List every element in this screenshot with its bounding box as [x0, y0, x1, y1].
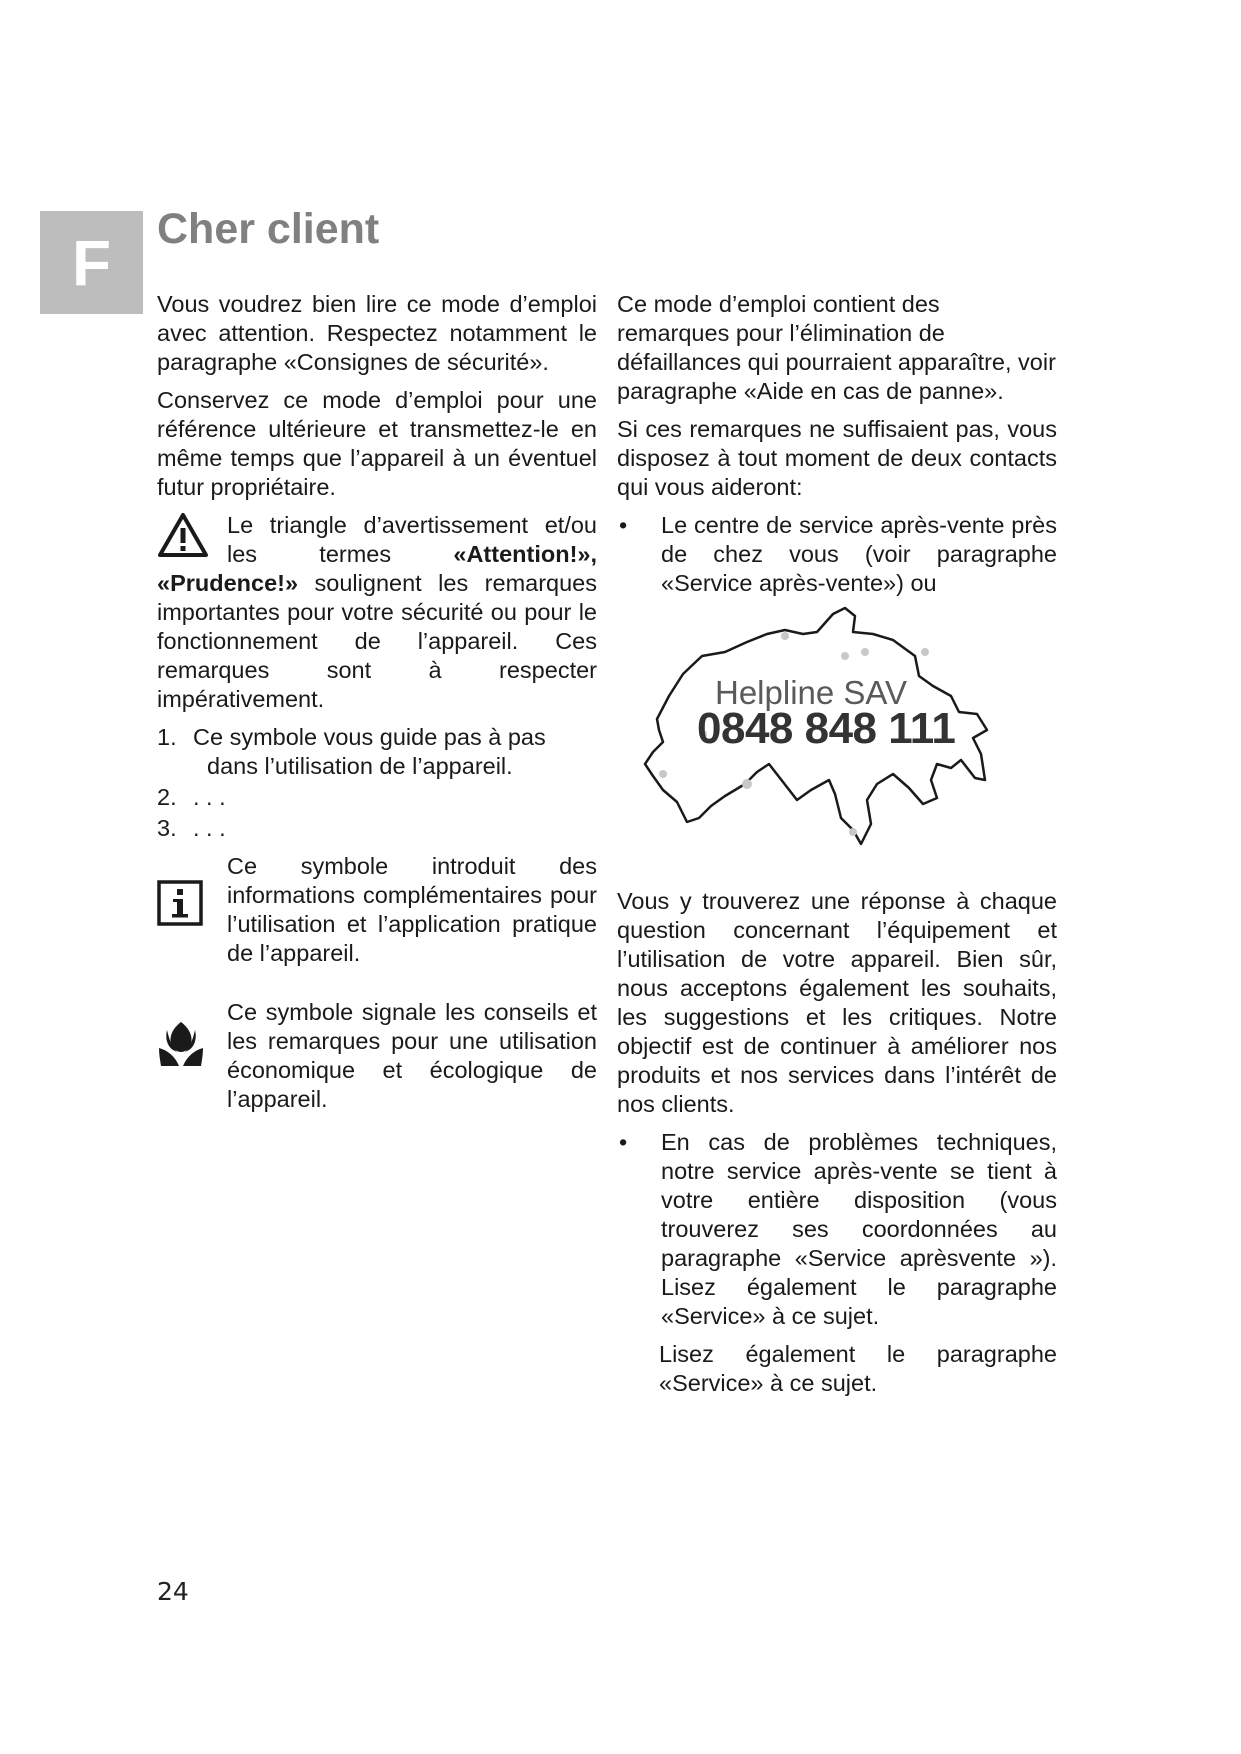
step-number: 1.	[157, 724, 177, 750]
warning-text-end: soulignent les remarques importantes pour votre sécurité ou pour le fonctionnement de l’appareil. Ces remarques sont à respecter impérativement.	[157, 570, 597, 712]
step-text-continued: dans l’utilisation de l’appareil.	[207, 753, 513, 779]
page-title: Cher client	[157, 205, 380, 253]
eco-flower-icon	[157, 998, 227, 1075]
contacts-paragraph: Si ces remarques ne suffisaient pas, vous disposez à tout moment de deux contacts qui vous aideront:	[617, 416, 1057, 500]
right-column	[617, 290, 1057, 1407]
bullet-text: Le centre de service après-vente près de chez vous (voir paragraphe «Service après-vente») ou	[661, 512, 1057, 596]
step-text: . . .	[193, 815, 226, 841]
page-number: 24	[157, 1577, 189, 1606]
info-icon	[157, 852, 227, 933]
service-note: Lisez également le paragraphe «Service» à ce sujet.	[659, 1341, 1057, 1396]
step-3	[157, 814, 597, 843]
step-text: Ce symbole vous guide pas à pas	[193, 724, 546, 750]
info-text: Ce symbole introduit des informations complémentaires pour l’utilisation et l’application pratique de l’appareil.	[227, 853, 597, 966]
bullet-dot: •	[619, 1129, 628, 1155]
bullet-service-center	[617, 511, 1057, 598]
feedback-paragraph: Vous y trouverez une réponse à chaque question concernant l’équipement et l’utilisation de votre appareil. Bien sûr, nous acceptons également les souhaits, les suggestions et les critiques. Notre objectif est de continuer à améliorer nos produits et nos services dans l’intérêt de nos clients.	[617, 888, 1057, 1117]
bullet-text: En cas de problèmes techniques, notre service après-vente se tient à votre entière disposition (vous trouverez ses coordonnées au paragraphe «Service aprèsvente »). Lisez également le paragraphe «Service» à ce sujet.	[661, 1129, 1057, 1329]
troubleshooting-paragraph: Ce mode d’emploi contient des remarques pour l’élimination de défaillances qui pourraient apparaître, voir paragraphe «Aide en cas de panne».	[617, 291, 1056, 404]
warning-keywords: «Attention!», «Prudence!»	[157, 541, 597, 596]
step-number: 2.	[157, 784, 177, 810]
warning-triangle-icon	[157, 511, 227, 569]
warning-note	[157, 511, 597, 714]
eco-note	[157, 998, 597, 1114]
intro-paragraph: Vous voudrez bien lire ce mode d’emploi avec attention. Respectez notamment le paragraphe «Consignes de sécurité».	[157, 291, 597, 375]
language-tab: F	[40, 211, 143, 314]
step-text: . . .	[193, 784, 226, 810]
bullet-dot: •	[619, 512, 628, 538]
helpline-map	[607, 604, 1047, 869]
warning-text: Le triangle d’avertissement et/ou les termes	[227, 512, 597, 567]
step-2	[157, 783, 597, 812]
bullet-technical-problems	[617, 1128, 1057, 1331]
eco-text: Ce symbole signale les conseils et les remarques pour une utilisation économique et écologique de l’appareil.	[227, 999, 597, 1112]
helpline-label: Helpline SAV	[715, 674, 907, 711]
keep-manual-paragraph: Conservez ce mode d’emploi pour une référence ultérieure et transmettez-le en même temps que l’appareil à un éventuel futur propriétaire.	[157, 387, 597, 500]
step-1	[157, 723, 597, 781]
helpline-number: 0848 848 111	[697, 704, 956, 753]
step-number: 3.	[157, 815, 177, 841]
info-note	[157, 852, 597, 968]
left-column	[157, 290, 597, 1123]
